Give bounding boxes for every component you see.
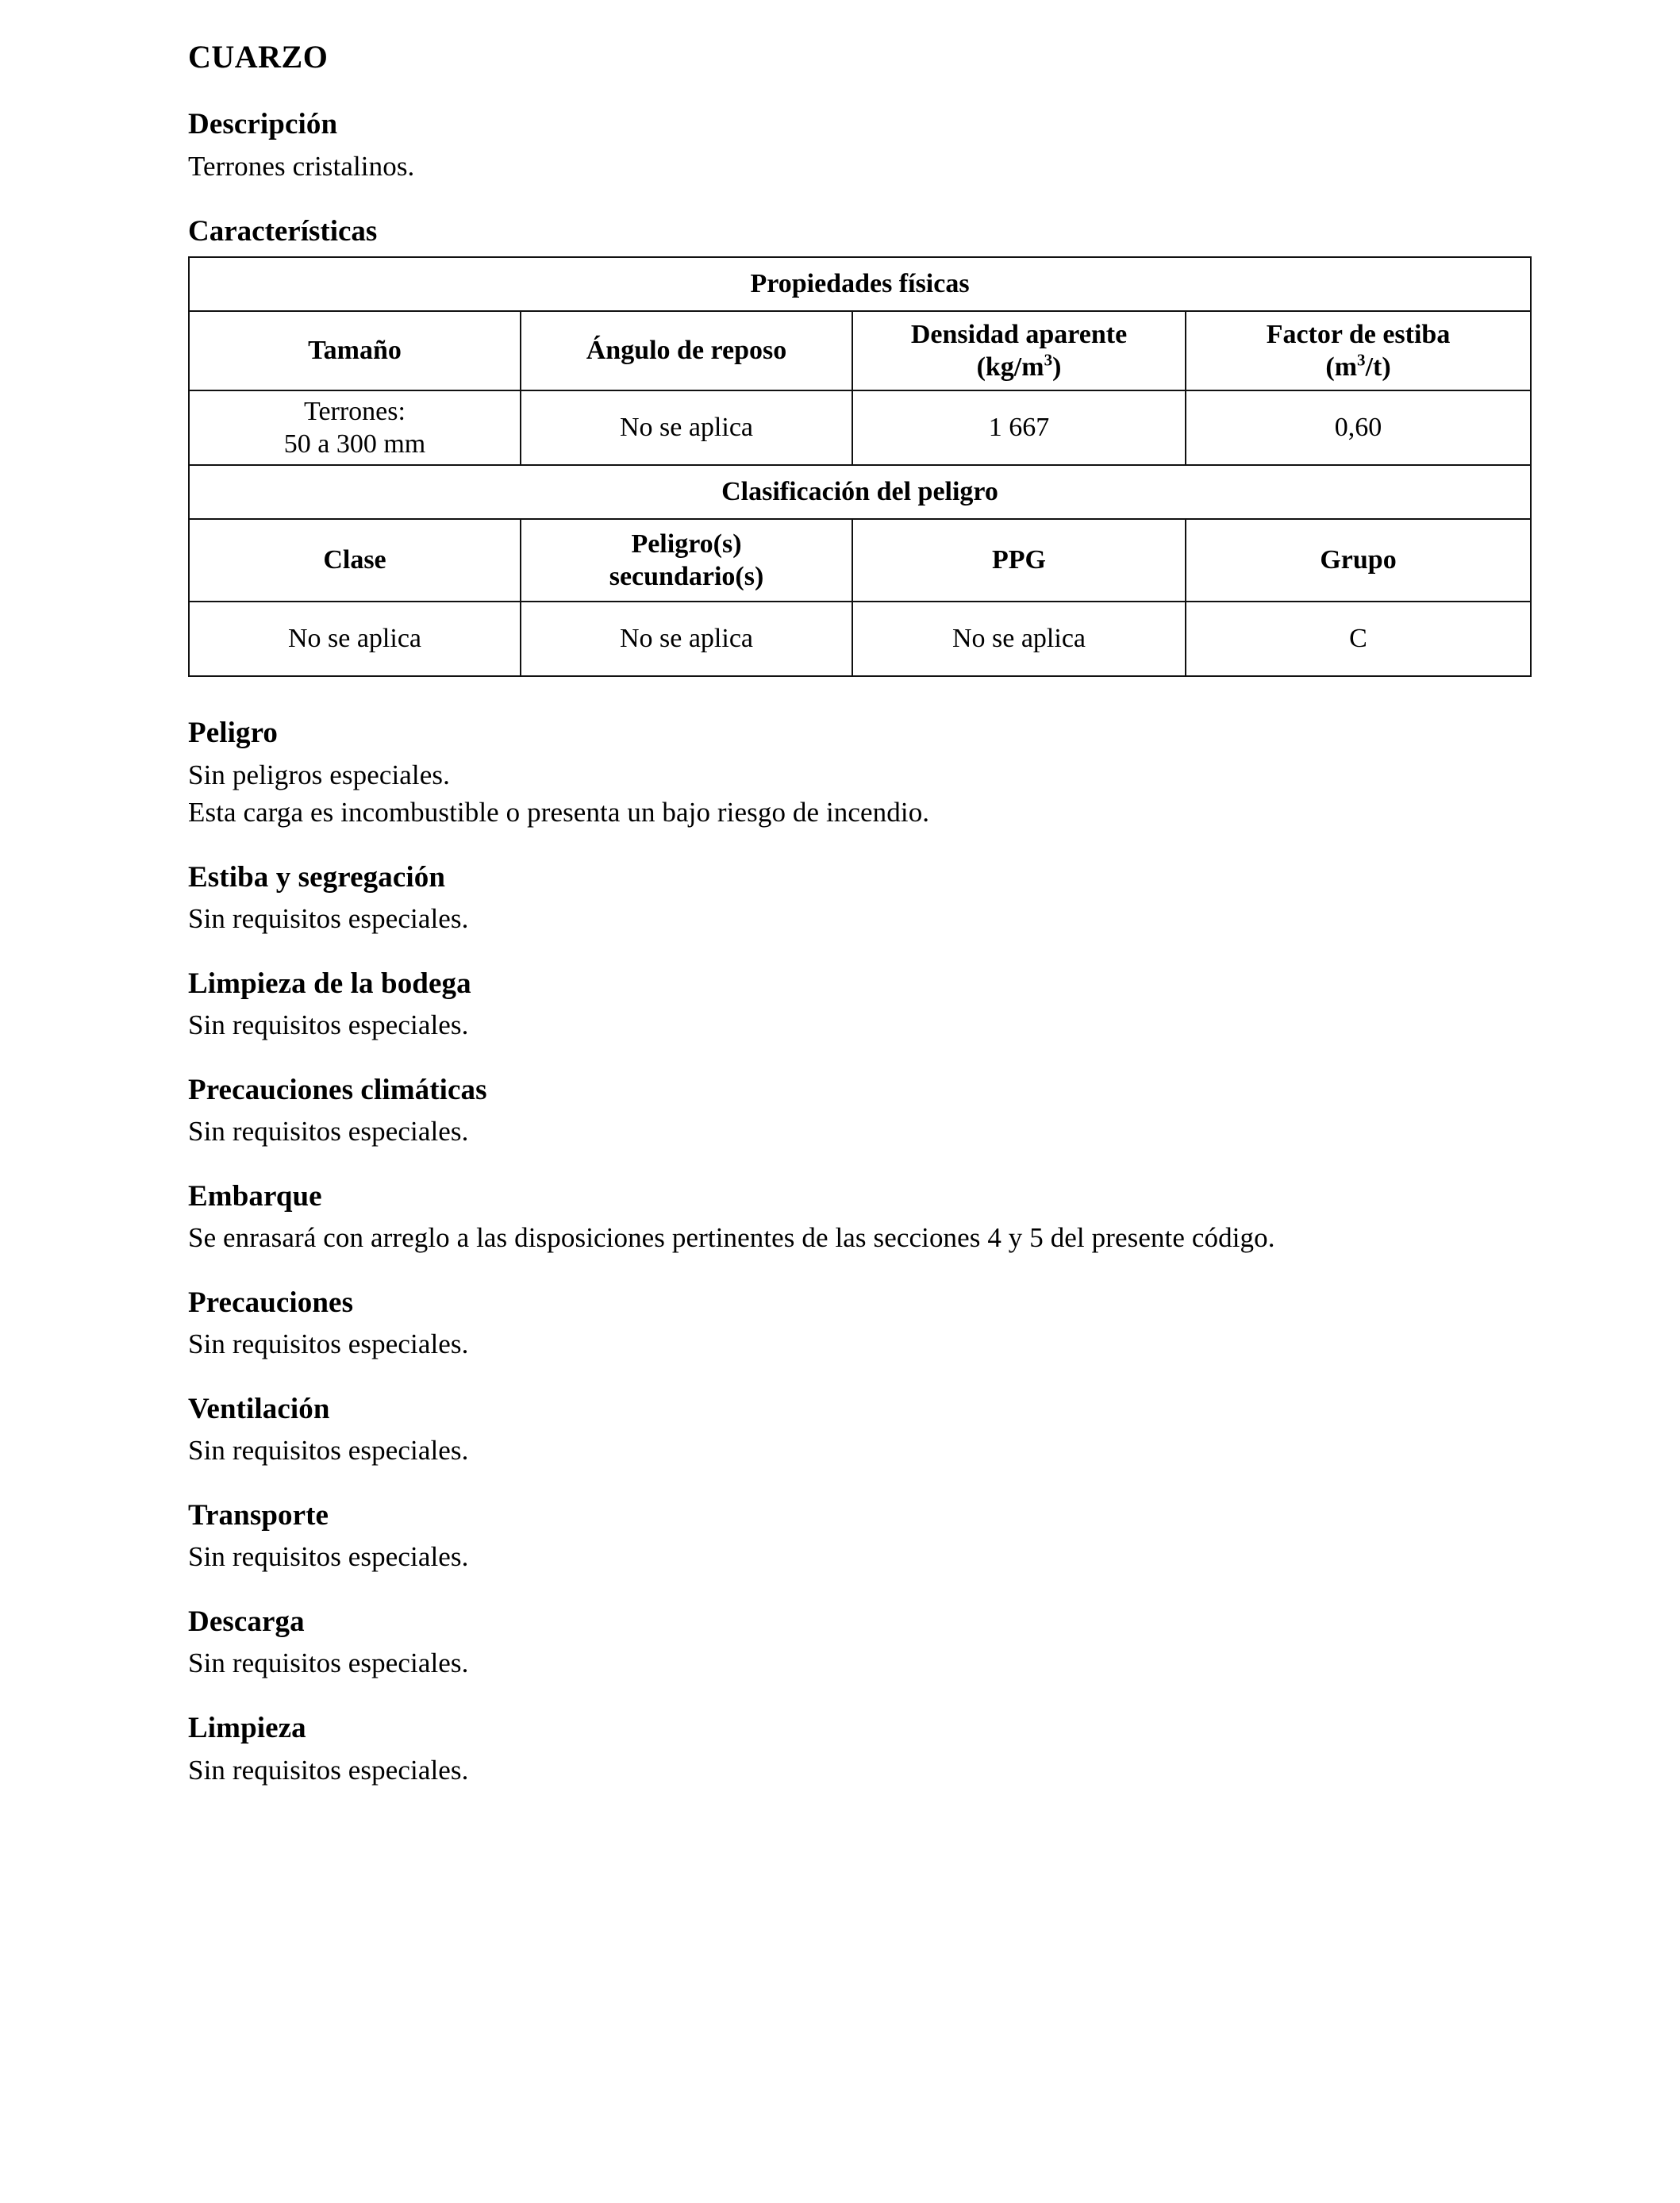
section-text-line: Sin requisitos especiales. bbox=[188, 1116, 469, 1148]
section-descripcion bbox=[188, 108, 1530, 184]
densidad-aparente-unit-prefix: (kg/m bbox=[976, 352, 1044, 383]
col-header-grupo: Grupo bbox=[1186, 519, 1531, 602]
col-header-peligros-secundarios bbox=[521, 519, 852, 602]
factor-estiba-unit-suffix: /t) bbox=[1365, 352, 1391, 383]
cell-clase: No se aplica bbox=[189, 602, 521, 676]
section-heading: Estiba y segregación bbox=[188, 860, 446, 894]
cell-tamano-line1: Terrones: bbox=[304, 396, 406, 426]
section-text-line: Sin peligros especiales. bbox=[188, 759, 450, 790]
table-row-physical-values bbox=[189, 390, 1531, 465]
section-heading: Ventilación bbox=[188, 1392, 330, 1425]
cell-peligros-secundarios: No se aplica bbox=[521, 602, 852, 676]
section-block bbox=[188, 1393, 1530, 1469]
section-caracteristicas bbox=[188, 214, 1530, 677]
section-text-line: Sin requisitos especiales. bbox=[188, 1541, 469, 1573]
section-heading: Limpieza bbox=[188, 1711, 306, 1744]
col-header-factor-estiba bbox=[1186, 311, 1531, 390]
section-block bbox=[188, 717, 1530, 831]
section-text-descripcion: Terrones cristalinos. bbox=[188, 150, 415, 182]
cell-tamano-line2: 50 a 300 mm bbox=[283, 429, 426, 459]
factor-estiba-label: Factor de estiba bbox=[1266, 319, 1451, 349]
cell-factor-estiba: 0,60 bbox=[1186, 390, 1531, 465]
section-text-line: Sin requisitos especiales. bbox=[188, 903, 469, 935]
table-header-row-hazard bbox=[189, 519, 1531, 602]
band-title-clasificacion-peligro: Clasificación del peligro bbox=[189, 465, 1531, 519]
section-block bbox=[188, 1499, 1530, 1575]
section-text-line: Se enrasará con arreglo a las disposiciones pertinentes de las secciones 4 y 5 del presente código. bbox=[188, 1222, 1275, 1254]
section-text-line: Sin requisitos especiales. bbox=[188, 1009, 469, 1041]
section-body bbox=[188, 1326, 1530, 1363]
factor-estiba-unit-prefix: (m bbox=[1325, 352, 1358, 383]
factor-estiba-unit-exponent: 3 bbox=[1357, 350, 1366, 370]
section-heading: Limpieza de la bodega bbox=[188, 967, 471, 1000]
col-header-ppg: PPG bbox=[852, 519, 1186, 602]
section-body bbox=[188, 1220, 1530, 1256]
col-header-angulo-reposo: Ángulo de reposo bbox=[521, 311, 852, 390]
table-band-row-hazard bbox=[189, 465, 1531, 519]
section-heading: Precauciones bbox=[188, 1286, 354, 1319]
peligros-secundarios-line2: secundario(s) bbox=[609, 562, 764, 592]
cell-ppg: No se aplica bbox=[852, 602, 1186, 676]
section-body bbox=[188, 1645, 1530, 1682]
densidad-aparente-label: Densidad aparente bbox=[910, 319, 1128, 349]
section-block bbox=[188, 1074, 1530, 1150]
section-text-line: Sin requisitos especiales. bbox=[188, 1647, 469, 1679]
section-block bbox=[188, 1712, 1530, 1788]
cell-angulo-reposo: No se aplica bbox=[521, 390, 852, 465]
section-block bbox=[188, 1180, 1530, 1256]
page-title: CUARZO bbox=[188, 39, 329, 75]
section-heading: Descarga bbox=[188, 1605, 305, 1638]
table-header-row-physical bbox=[189, 311, 1531, 390]
document-content bbox=[188, 29, 1530, 1788]
section-body bbox=[188, 901, 1530, 937]
cell-densidad-aparente: 1 667 bbox=[852, 390, 1186, 465]
section-heading: Precauciones climáticas bbox=[188, 1073, 487, 1106]
section-body bbox=[188, 1113, 1530, 1150]
band-title-propiedades-fisicas: Propiedades físicas bbox=[189, 257, 1531, 311]
section-heading-caracteristicas: Características bbox=[188, 215, 378, 248]
densidad-aparente-unit-suffix: ) bbox=[1052, 352, 1062, 383]
section-text-line: Esta carga es incombustible o presenta un bajo riesgo de incendio. bbox=[188, 797, 930, 829]
table-row-hazard-values bbox=[189, 602, 1531, 676]
col-header-tamano: Tamaño bbox=[189, 311, 521, 390]
section-text-line: Sin requisitos especiales. bbox=[188, 1754, 469, 1786]
characteristics-table bbox=[188, 256, 1532, 677]
cell-tamano bbox=[189, 390, 521, 465]
section-body bbox=[188, 1539, 1530, 1575]
section-text-line: Sin requisitos especiales. bbox=[188, 1435, 469, 1467]
section-block bbox=[188, 861, 1530, 937]
section-block bbox=[188, 1605, 1530, 1682]
table-band-row-physical bbox=[189, 257, 1531, 311]
section-heading-descripcion: Descripción bbox=[188, 108, 338, 140]
section-block bbox=[188, 967, 1530, 1044]
cell-grupo: C bbox=[1186, 602, 1531, 676]
section-body bbox=[188, 1007, 1530, 1044]
section-heading: Peligro bbox=[188, 717, 279, 750]
col-header-clase: Clase bbox=[189, 519, 521, 602]
section-body bbox=[188, 1432, 1530, 1469]
col-header-densidad-aparente bbox=[852, 311, 1186, 390]
sections-list bbox=[188, 717, 1530, 1788]
section-text-line: Sin requisitos especiales. bbox=[188, 1328, 469, 1360]
section-heading: Embarque bbox=[188, 1179, 322, 1213]
section-body bbox=[188, 1752, 1530, 1789]
peligros-secundarios-line1: Peligro(s) bbox=[631, 529, 742, 559]
section-block bbox=[188, 1286, 1530, 1363]
densidad-aparente-unit-exponent: 3 bbox=[1044, 350, 1053, 370]
section-heading: Transporte bbox=[188, 1498, 329, 1532]
section-body bbox=[188, 757, 1530, 831]
